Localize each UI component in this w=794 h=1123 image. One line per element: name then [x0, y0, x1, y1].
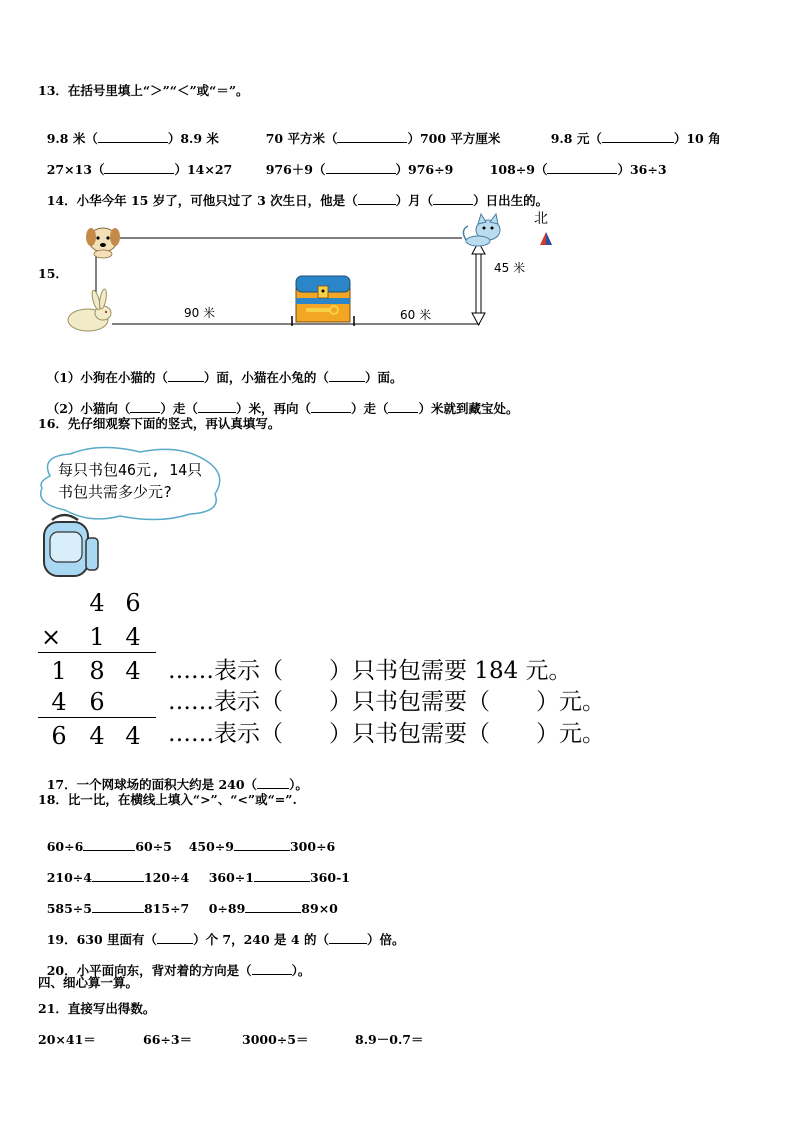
- treasure-chest-icon: [296, 276, 350, 322]
- q13-row2-b: 976＋9（ ）976÷9: [265, 162, 454, 177]
- q20-text: 20．小平面向东，背对着的方向是（ ）。: [46, 963, 311, 978]
- q21-item: 66÷3＝: [143, 1032, 193, 1047]
- section-heading: 四、细心算一算。: [38, 975, 139, 990]
- compass-north-icon: [540, 232, 552, 245]
- digit: 4: [51, 688, 67, 716]
- answer-blank[interactable]: [157, 943, 193, 944]
- q21-item: 20×41＝: [38, 1032, 96, 1047]
- answer-blank[interactable]: [311, 412, 351, 413]
- answer-blank[interactable]: [602, 142, 674, 143]
- q21-item: 8.9－0.7＝: [355, 1032, 424, 1047]
- q21-item: 3000÷5＝: [242, 1032, 309, 1047]
- answer-blank[interactable]: [92, 912, 144, 913]
- q18-row2-b: 360÷1 360-1: [208, 870, 350, 885]
- q18-title: 18．比一比，在横线上填入“>”、“<”或“=”.: [38, 792, 297, 807]
- north-label: 北: [534, 211, 548, 227]
- q13-row1-b: 70 平方米（ ）700 平方厘米: [265, 131, 501, 146]
- explanation-line2: ……表示（ ）只书包需要（ ）元。: [168, 689, 605, 715]
- bubble-text-line2: 书包共需多少元?: [58, 483, 173, 501]
- q15-number: 15．: [38, 266, 68, 281]
- answer-blank[interactable]: [234, 850, 290, 851]
- distance-left-label: 90 米: [184, 306, 216, 320]
- q18-row1-b: 450÷9 300÷6: [188, 839, 336, 854]
- q18-row3: 585÷5 815÷7: [46, 901, 190, 916]
- answer-blank[interactable]: [92, 881, 144, 882]
- digit: 8: [89, 657, 105, 685]
- answer-blank[interactable]: [83, 850, 135, 851]
- answer-blank[interactable]: [326, 173, 396, 174]
- answer-blank[interactable]: [245, 912, 301, 913]
- q13-row1: 9.8 米（ ）8.9 米: [46, 131, 219, 146]
- bubble-text-line1: 每只书包46元, 14只: [58, 461, 203, 479]
- digit: 6: [51, 722, 67, 750]
- q15-sub1: （1）小狗在小猫的（ ）面，小猫在小兔的（ ）面。: [46, 370, 403, 385]
- answer-blank[interactable]: [130, 412, 160, 413]
- digit: 4: [125, 623, 141, 651]
- answer-blank[interactable]: [257, 788, 289, 789]
- divider-line: [38, 652, 156, 653]
- q17-text: 17．一个网球场的面积大约是 240（ ）。: [46, 777, 308, 792]
- backpack-icon: [44, 515, 98, 576]
- explanation-line1: ……表示（ ）只书包需要 184 元。: [168, 658, 572, 684]
- q13-title: 13．在括号里填上“＞”“＜”或“＝”。: [38, 83, 249, 98]
- q13-r1-a: 9.8 米（: [46, 131, 98, 146]
- digit: 1: [51, 657, 67, 685]
- q13-row2-c: 108÷9（ ）36÷3: [489, 162, 667, 177]
- q18-row2: 210÷4 120÷4: [46, 870, 190, 885]
- digit: 4: [125, 722, 141, 750]
- answer-blank[interactable]: [329, 381, 365, 382]
- q16-title: 16．先仔细观察下面的竖式，再认真填写。: [38, 416, 281, 431]
- treasure-map-diagram: [0, 200, 794, 340]
- digit: 4: [89, 589, 105, 617]
- q19-text: 19．630 里面有（ ）个 7，240 是 4 的（ ）倍。: [46, 932, 405, 947]
- q13-row2: 27×13（ ）14×27: [46, 162, 233, 177]
- answer-blank[interactable]: [254, 881, 310, 882]
- q13-row1-c: 9.8 元（ ）10 角: [550, 131, 721, 146]
- explanation-line3: ……表示（ ）只书包需要（ ）元。: [168, 721, 605, 747]
- distance-cat-label: 45 米: [494, 261, 526, 275]
- q21-title: 21．直接写出得数。: [38, 1001, 156, 1016]
- answer-blank[interactable]: [337, 142, 407, 143]
- answer-blank[interactable]: [98, 142, 168, 143]
- rabbit-icon: [68, 289, 111, 331]
- distance-right-label: 60 米: [400, 308, 432, 322]
- q14-text: 14．小华今年 15 岁了，可他只过了 3 次生日，他是（ ）月（ ）日出生的。: [46, 193, 549, 208]
- answer-blank[interactable]: [252, 974, 292, 975]
- digit: 4: [125, 657, 141, 685]
- digit: 1: [89, 623, 105, 651]
- answer-blank[interactable]: [168, 381, 204, 382]
- q18-row3-b: 0÷89 89×0: [208, 901, 338, 916]
- answer-blank[interactable]: [329, 943, 367, 944]
- times-sign: ×: [40, 623, 62, 651]
- answer-blank[interactable]: [388, 412, 418, 413]
- q18-row1: 60÷6 60÷5: [46, 839, 172, 854]
- cat-icon: [463, 214, 500, 246]
- q15-sub2: （2）小猫向（ ）走（ ）米，再向（ ）走（ ）米就到藏宝处。: [46, 401, 519, 416]
- divider-line: [38, 717, 156, 718]
- answer-blank[interactable]: [104, 173, 174, 174]
- digit: 6: [89, 688, 105, 716]
- dog-icon: [86, 228, 120, 258]
- digit: 4: [89, 722, 105, 750]
- answer-blank[interactable]: [547, 173, 617, 174]
- digit: 6: [125, 589, 141, 617]
- answer-blank[interactable]: [198, 412, 236, 413]
